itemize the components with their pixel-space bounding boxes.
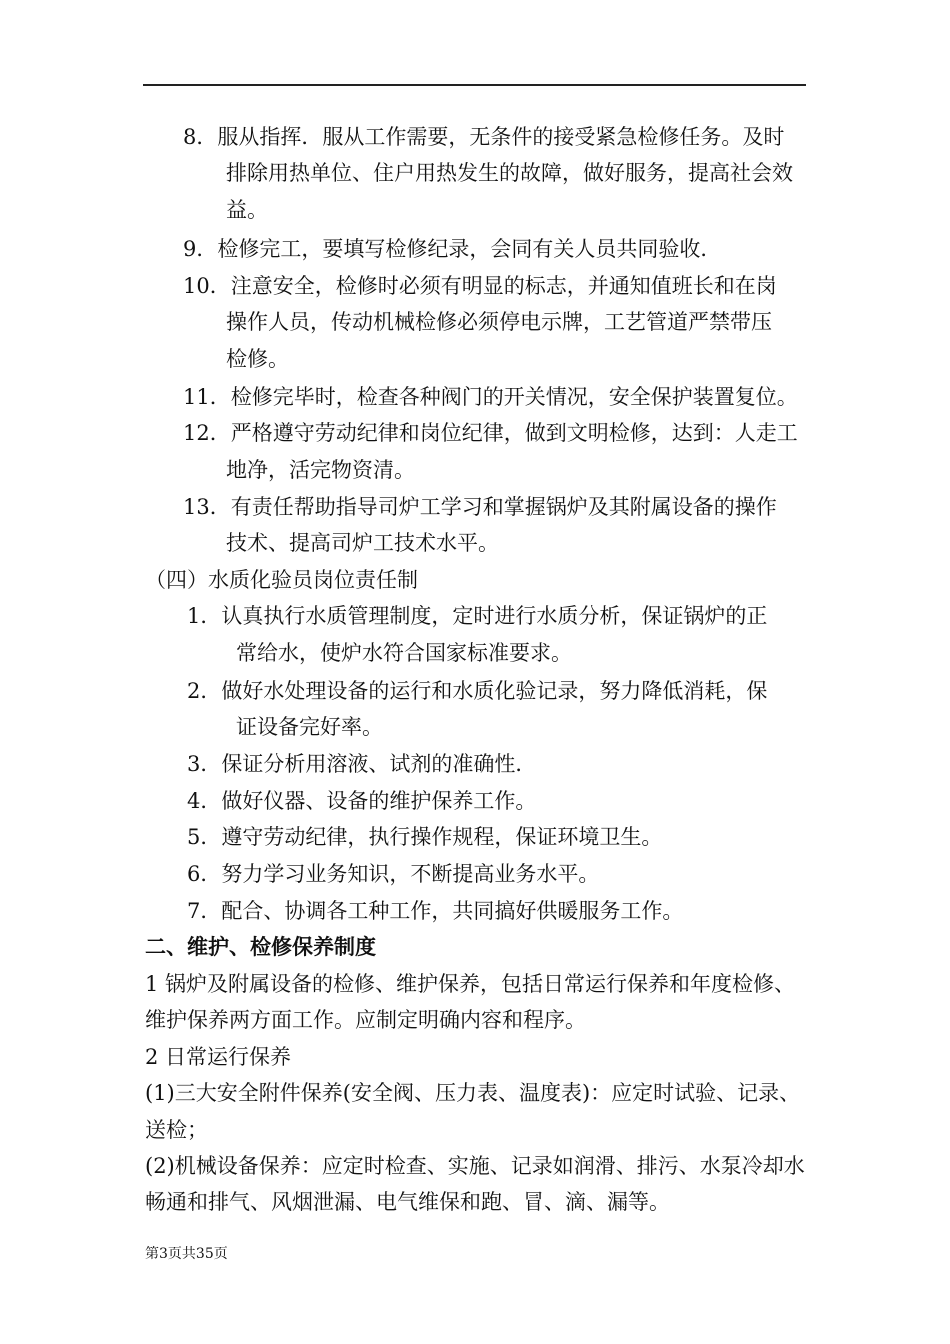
para-2-1-line-2: 送检；	[145, 1118, 208, 1142]
item-12-line-1: 12．严格遵守劳动纪律和岗位纪律，做到文明检修，达到：人走工	[183, 421, 798, 445]
water-item-3: 3．保证分析用溶液、试剂的准确性．	[187, 752, 537, 776]
water-item-2-line-2: 证设备完好率。	[236, 715, 383, 739]
item-12-line-2: 地净，活完物资清。	[226, 458, 415, 482]
item-8-line-2: 排除用热单位、住户用热发生的故障，做好服务，提高社会效	[226, 161, 793, 185]
para-2-2-line-2: 畅通和排气、风烟泄漏、电气维保和跑、冒、滴、漏等。	[145, 1190, 670, 1214]
item-8-line-1: 8．服从指挥．服从工作需要，无条件的接受紧急检修任务。及时	[183, 125, 785, 149]
chapter-2-heading: 二、维护、检修保养制度	[145, 934, 376, 959]
item-8-line-3: 益。	[226, 198, 268, 222]
water-item-4: 4．做好仪器、设备的维护保养工作。	[187, 789, 537, 813]
para-1-line-1: 1 锅炉及附属设备的检修、维护保养，包括日常运行保养和年度检修、	[145, 972, 796, 996]
header-rule	[143, 84, 806, 86]
water-item-7: 7．配合、协调各工种工作，共同搞好供暖服务工作。	[187, 899, 684, 923]
section-4-title: （四）水质化验员岗位责任制	[145, 568, 418, 592]
water-item-1-line-1: 1．认真执行水质管理制度，定时进行水质分析，保证锅炉的正	[187, 604, 768, 628]
page-footer: 第3页共35页	[145, 1246, 228, 1262]
item-13-line-1: 13．有责任帮助指导司炉工学习和掌握锅炉及其附属设备的操作	[183, 495, 777, 519]
water-item-1-line-2: 常给水，使炉水符合国家标准要求。	[236, 641, 572, 665]
para-2-1-line-1: (1)三大安全附件保养(安全阀、压力表、温度表)：应定时试验、记录、	[145, 1081, 801, 1105]
water-item-2-line-1: 2．做好水处理设备的运行和水质化验记录，努力降低消耗，保	[187, 679, 768, 703]
item-10-line-2: 操作人员，传动机械检修必须停电示牌，工艺管道严禁带压	[226, 310, 772, 334]
water-item-5: 5．遵守劳动纪律，执行操作规程，保证环境卫生。	[187, 825, 663, 849]
para-2: 2 日常运行保养	[145, 1045, 292, 1069]
item-9-line-1: 9．检修完工，要填写检修纪录，会同有关人员共同验收．	[183, 237, 722, 261]
item-10-line-3: 检修。	[226, 347, 289, 371]
item-13-line-2: 技术、提高司炉工技术水平。	[226, 531, 499, 555]
water-item-6: 6．努力学习业务知识，不断提高业务水平。	[187, 862, 600, 886]
item-11-line-1: 11．检修完毕时，检查各种阀门的开关情况，安全保护装置复位。	[183, 385, 798, 409]
para-2-2-line-1: (2)机械设备保养：应定时检查、实施、记录如润滑、排污、水泵冷却水	[145, 1154, 805, 1178]
item-10-line-1: 10．注意安全，检修时必须有明显的标志，并通知值班长和在岗	[183, 274, 777, 298]
para-1-line-2: 维护保养两方面工作。应制定明确内容和程序。	[145, 1008, 586, 1032]
